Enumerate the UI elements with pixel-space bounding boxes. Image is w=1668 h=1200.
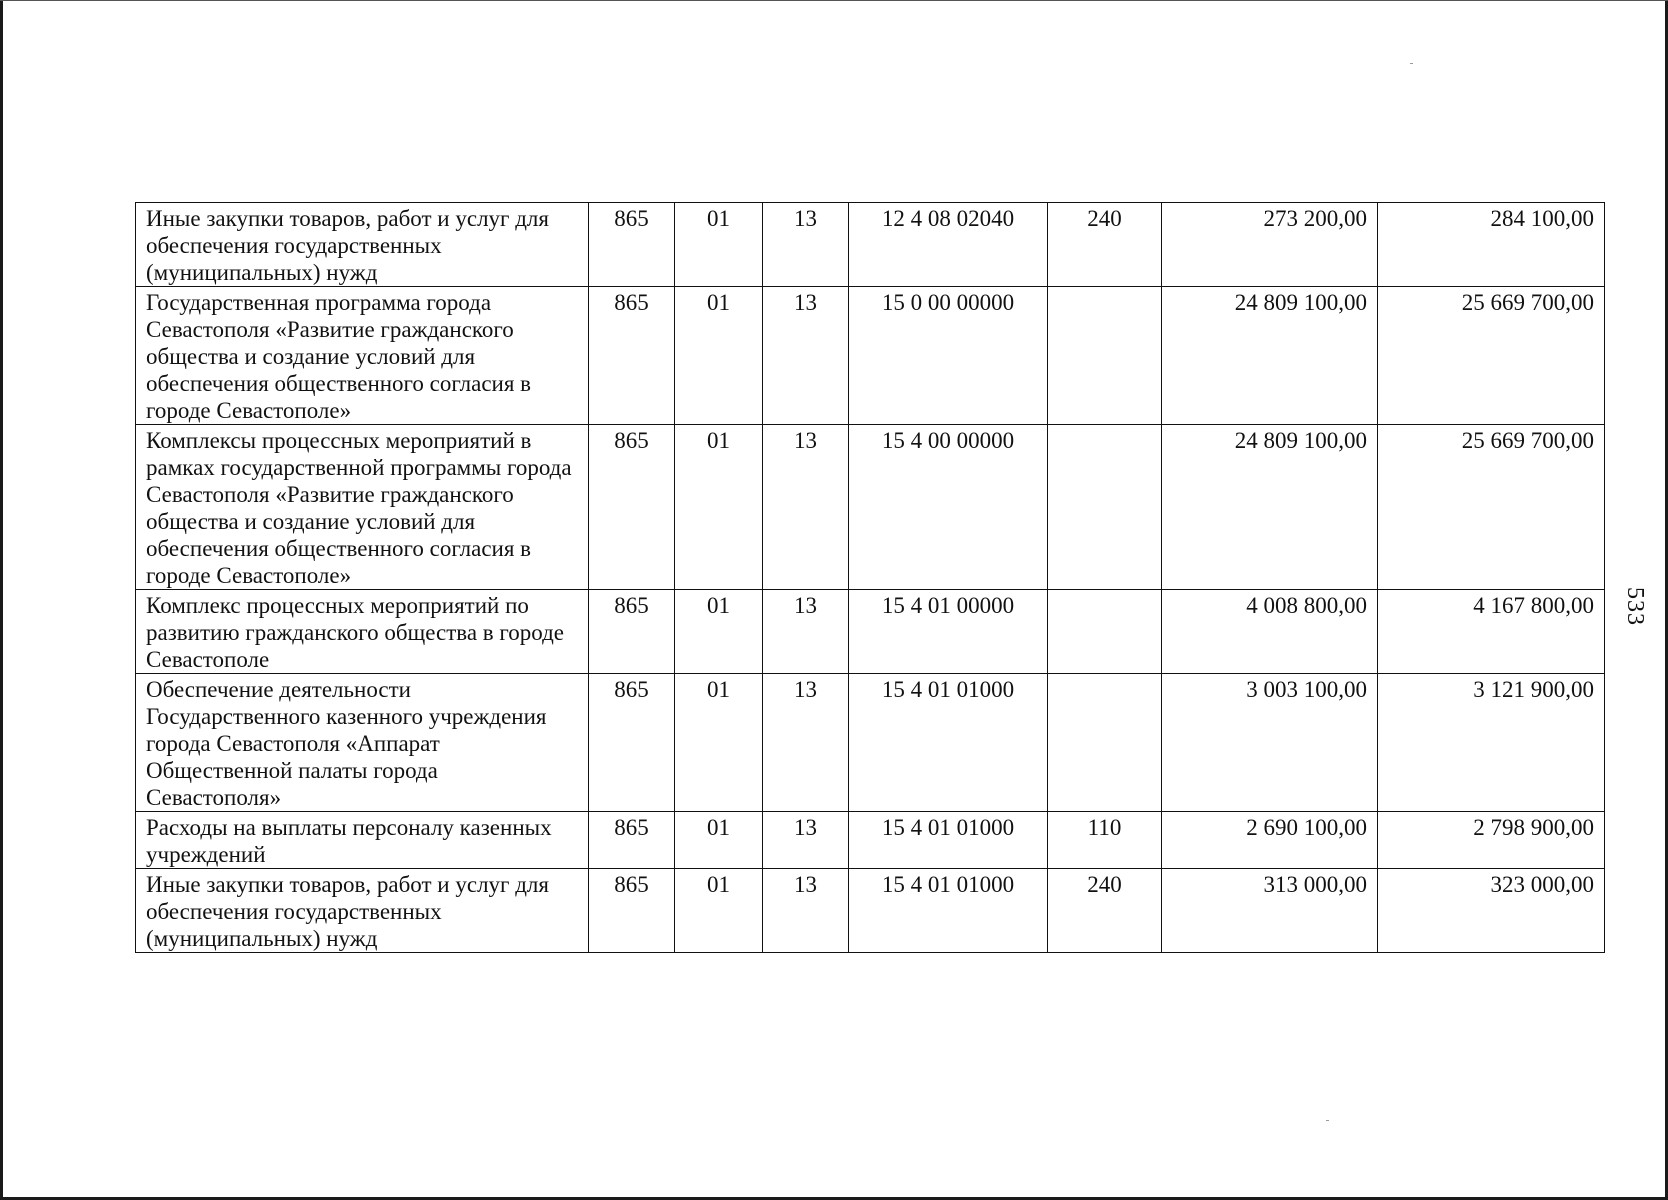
row-subsection-code: 13	[763, 812, 849, 869]
row-name: Иные закупки товаров, работ и услуг для обеспечения государственных (муниципальных) нужд	[136, 869, 589, 953]
row-subsection-code: 13	[763, 869, 849, 953]
row-expense-type	[1048, 425, 1162, 590]
table-row	[136, 674, 1605, 812]
row-sum-2: 25 669 700,00	[1378, 425, 1605, 590]
row-sum-1: 313 000,00	[1162, 869, 1378, 953]
row-expense-type	[1048, 674, 1162, 812]
row-target-article: 12 4 08 02040	[849, 203, 1048, 287]
row-section-code: 01	[675, 287, 763, 425]
row-target-article: 15 4 01 01000	[849, 812, 1048, 869]
row-sum-2: 284 100,00	[1378, 203, 1605, 287]
row-sum-1: 2 690 100,00	[1162, 812, 1378, 869]
row-sum-2: 3 121 900,00	[1378, 674, 1605, 812]
row-name: Иные закупки товаров, работ и услуг для обеспечения государственных (муниципальных) нужд	[136, 203, 589, 287]
row-sum-1: 24 809 100,00	[1162, 287, 1378, 425]
row-target-article: 15 4 01 01000	[849, 674, 1048, 812]
row-expense-type: 240	[1048, 869, 1162, 953]
row-name: Расходы на выплаты персоналу казенных учреждений	[136, 812, 589, 869]
row-target-article: 15 0 00 00000	[849, 287, 1048, 425]
row-section-code: 01	[675, 674, 763, 812]
row-subsection-code: 13	[763, 203, 849, 287]
row-ministry-code: 865	[589, 869, 675, 953]
row-ministry-code: 865	[589, 812, 675, 869]
row-name: Государственная программа города Севастополя «Развитие гражданского общества и создание условий для обеспечения общественного согласия в городе Севастополе»	[136, 287, 589, 425]
row-sum-1: 4 008 800,00	[1162, 590, 1378, 674]
row-section-code: 01	[675, 425, 763, 590]
row-target-article: 15 4 01 00000	[849, 590, 1048, 674]
row-name: Комплекс процессных мероприятий по развитию гражданского общества в городе Севастополе	[136, 590, 589, 674]
row-section-code: 01	[675, 590, 763, 674]
row-name: Обеспечение деятельности Государственного казенного учреждения города Севастополя «Аппарат Общественной палаты города Севастополя»	[136, 674, 589, 812]
row-subsection-code: 13	[763, 287, 849, 425]
row-target-article: 15 4 01 01000	[849, 869, 1048, 953]
row-sum-1: 3 003 100,00	[1162, 674, 1378, 812]
table-row	[136, 203, 1605, 287]
row-ministry-code: 865	[589, 203, 675, 287]
row-sum-2: 2 798 900,00	[1378, 812, 1605, 869]
row-section-code: 01	[675, 203, 763, 287]
row-ministry-code: 865	[589, 590, 675, 674]
row-expense-type: 110	[1048, 812, 1162, 869]
row-sum-2: 323 000,00	[1378, 869, 1605, 953]
scan-speck	[1326, 1120, 1329, 1121]
row-subsection-code: 13	[763, 425, 849, 590]
row-subsection-code: 13	[763, 590, 849, 674]
table-row	[136, 869, 1605, 953]
table-row	[136, 425, 1605, 590]
table-row	[136, 590, 1605, 674]
table-row	[136, 812, 1605, 869]
row-target-article: 15 4 00 00000	[849, 425, 1048, 590]
row-expense-type	[1048, 590, 1162, 674]
row-ministry-code: 865	[589, 425, 675, 590]
row-ministry-code: 865	[589, 674, 675, 812]
page-number: 533	[1622, 587, 1648, 626]
table-row	[136, 287, 1605, 425]
page-top-edge	[0, 0, 1668, 1]
row-sum-1: 273 200,00	[1162, 203, 1378, 287]
row-expense-type: 240	[1048, 203, 1162, 287]
row-name: Комплексы процессных мероприятий в рамках государственной программы города Севастополя «Развитие гражданского общества и создание условий для обеспечения общественного согласия в городе Севастополе»	[136, 425, 589, 590]
budget-table	[135, 202, 1605, 953]
row-sum-1: 24 809 100,00	[1162, 425, 1378, 590]
row-sum-2: 25 669 700,00	[1378, 287, 1605, 425]
row-section-code: 01	[675, 812, 763, 869]
scan-speck	[1410, 63, 1413, 64]
row-section-code: 01	[675, 869, 763, 953]
row-subsection-code: 13	[763, 674, 849, 812]
row-sum-2: 4 167 800,00	[1378, 590, 1605, 674]
row-ministry-code: 865	[589, 287, 675, 425]
row-expense-type	[1048, 287, 1162, 425]
